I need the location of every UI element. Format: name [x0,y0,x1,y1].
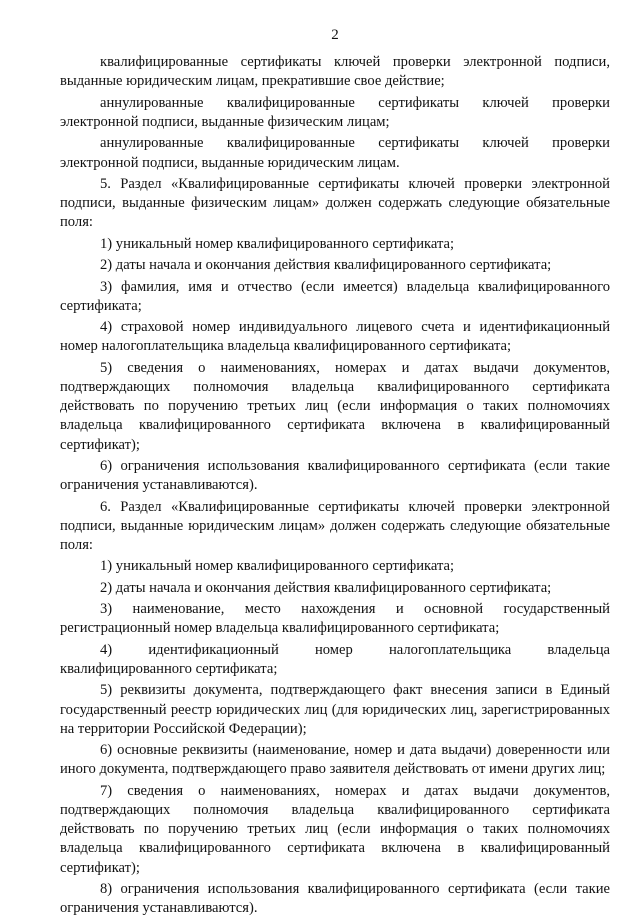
section-6-item-6: 6) основные реквизиты (наименование, номер и дата выдачи) доверенности или иного документа, подтверждающего право заявителя действовать от имени других лиц; [60,742,610,778]
document-page [60,26,610,921]
section-5-item-2: 2) даты начала и окончания действия квалифицированного сертификата; [100,257,552,274]
section-5-item-3: 3) фамилия, имя и отчество (если имеется) владельца квалифицированного сертификата; [60,278,610,314]
paragraph-annulled-legal: аннулированные квалифицированные сертификаты ключей проверки электронной подписи, выданные юридическим лицам. [60,135,610,171]
section-5-item-5: 5) сведения о наименованиях, номерах и датах выдачи документов, подтверждающих полномочия владельца квалифицированного сертификата действовать по поручению третьих лиц (если информация о таких полномочиях владельца квалифицированного сертификата включена в квалифицированный сертификат); [60,359,610,453]
section-6-item-3: 3) наименование, место нахождения и основной государственный регистрационный номер владельца квалифицированного сертификата; [60,601,610,637]
section-6-item-4: 4) идентификационный номер налогоплательщика владельца квалифицированного сертификата; [60,641,610,677]
section-6-item-5: 5) реквизиты документа, подтверждающего факт внесения записи в Единый государственный реестр юридических лиц (для юридических лиц, зарегистрированных на территории Российской Федерации); [60,682,610,737]
section-5-heading: 5. Раздел «Квалифицированные сертификаты ключей проверки электронной подписи, выданные физическим лицам» должен содержать следующие обязательные поля: [60,175,610,231]
section-5-item-1: 1) уникальный номер квалифицированного сертификата; [100,235,455,252]
paragraph-annulled-individuals: аннулированные квалифицированные сертификаты ключей проверки электронной подписи, выданные физическим лицам; [60,94,610,130]
section-6-item-1: 1) уникальный номер квалифицированного сертификата; [100,558,455,575]
page-number: 2 [331,27,339,43]
section-6-item-7: 7) сведения о наименованиях, номерах и датах выдачи документов, подтверждающих полномочия владельца квалифицированного сертификата действовать по поручению третьих лиц (если информация о таких полномочиях владельца квалифицированного сертификата включена в квалифицированный сертификат); [60,782,610,876]
section-6-heading: 6. Раздел «Квалифицированные сертификаты ключей проверки электронной подписи, выданные юридическим лицам» должен содержать следующие обязательные поля: [60,498,610,553]
section-5-item-4: 4) страховой номер индивидуального лицевого счета и идентификационный номер налогоплательщика владельца квалифицированного сертификата; [60,319,610,355]
section-6-item-2: 2) даты начала и окончания действия квалифицированного сертификата; [100,579,552,596]
section-5-item-6: 6) ограничения использования квалифицированного сертификата (если такие ограничения устанавливаются). [60,457,610,494]
section-6-item-8: 8) ограничения использования квалифицированного сертификата (если такие ограничения устанавливаются). [60,880,610,917]
paragraph-revoked-legal-expired: квалифицированные сертификаты ключей проверки электронной подписи, выданные юридическим лицам, прекратившие свое действие; [60,54,610,90]
